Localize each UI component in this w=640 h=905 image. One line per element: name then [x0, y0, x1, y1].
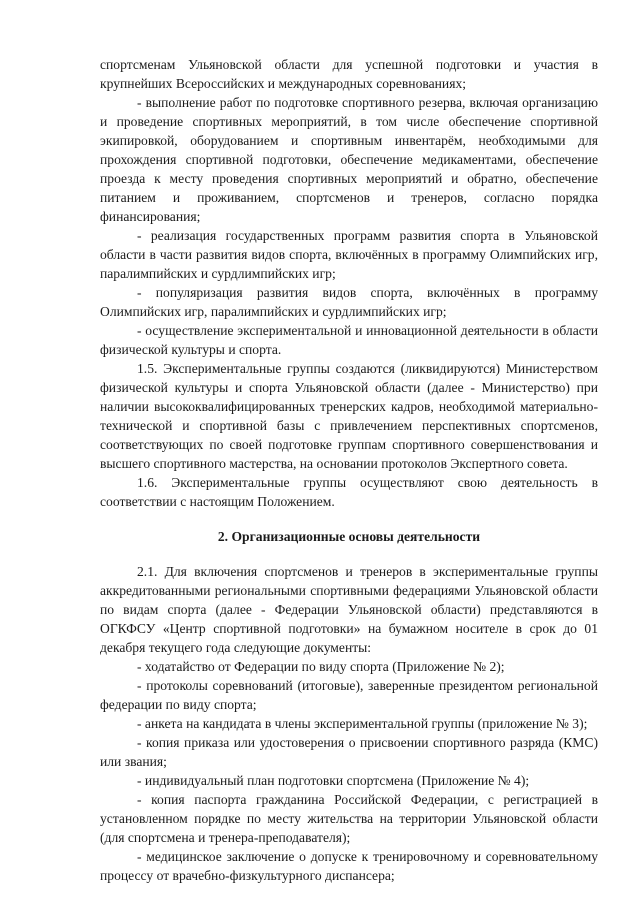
list-item: - популяризация развития видов спорта, включённых в программу Олимпийских игр, паралимпийских и сурдлимпийских игр; — [100, 285, 598, 319]
list-item: - протоколы соревнований (итоговые), заверенные президентом региональной федерации по виду спорта; — [100, 678, 598, 712]
document-page — [100, 55, 598, 885]
list-item: - выполнение работ по подготовке спортивного резерва, включая организацию и проведение спортивных мероприятий, в том числе обеспечение спортивной экипировкой, оборудованием и спортивным инвентарём, необходимыми для прохождения спортивной подготовки, обеспечение медикаментами, обеспечение проезда к месту проведения спортивных мероприятий и обратно, обеспечение питанием и проживанием, спортсменов и тренеров, согласно порядка финансирования; — [100, 95, 598, 224]
paragraph: 2.1. Для включения спортсменов и тренеров в экспериментальные группы аккредитованными региональными спортивными федерациями Ульяновской области по видам спорта (далее - Федерации Ульяновской области) представляются в ОГКФСУ «Центр спортивной подготовки» на бумажном носителе в срок до 01 декабря текущего года следующие документы: — [100, 564, 598, 655]
paragraph: 1.6. Экспериментальные группы осуществляют свою деятельность в соответствии с настоящим Положением. — [100, 475, 598, 509]
list-item: - ходатайство от Федерации по виду спорта (Приложение № 2); — [137, 659, 505, 674]
list-item: - копия приказа или удостоверения о присвоении спортивного разряда (КМС) или звания; — [100, 735, 598, 769]
list-item: - индивидуальный план подготовки спортсмена (Приложение № 4); — [137, 773, 530, 788]
paragraphs-after — [100, 562, 598, 885]
list-item: - осуществление экспериментальной и инновационной деятельности в области физической культуры и спорта. — [100, 323, 598, 357]
list-item: - реализация государственных программ развития спорта в Ульяновской области в части развития видов спорта, включённых в программу Олимпийских игр, паралимпийских и сурдлимпийских игр; — [100, 228, 598, 281]
paragraph: спортсменам Ульяновской области для успешной подготовки и участия в крупнейших Всероссийских и международных соревнованиях; — [100, 57, 598, 91]
list-item: - копия паспорта гражданина Российской Федерации, с регистрацией в установленном порядке по месту жительства на территории Ульяновской области (для спортсмена и тренера-преподавателя); — [100, 792, 598, 845]
section-heading: 2. Организационные основы деятельности — [217, 529, 481, 544]
list-item: - анкета на кандидата в члены экспериментальной группы (приложение № 3); — [137, 716, 588, 731]
paragraph: 1.5. Экспериментальные группы создаются (ликвидируются) Министерством физической культуры и спорта Ульяновской области (далее - Министерство) при наличии высококвалифицированных тренерских кадров, необходимой материально-технической и спортивной базы с привлечением перспективных спортсменов, соответствующих по своей подготовке группам спортивного совершенствования и высшего спортивного мастерства, на основании протоколов Экспертного совета. — [100, 361, 598, 471]
list-item: - медицинское заключение о допуске к тренировочному и соревновательному процессу от врачебно-физкультурного диспансера; — [100, 849, 598, 883]
paragraphs-before — [100, 55, 598, 511]
